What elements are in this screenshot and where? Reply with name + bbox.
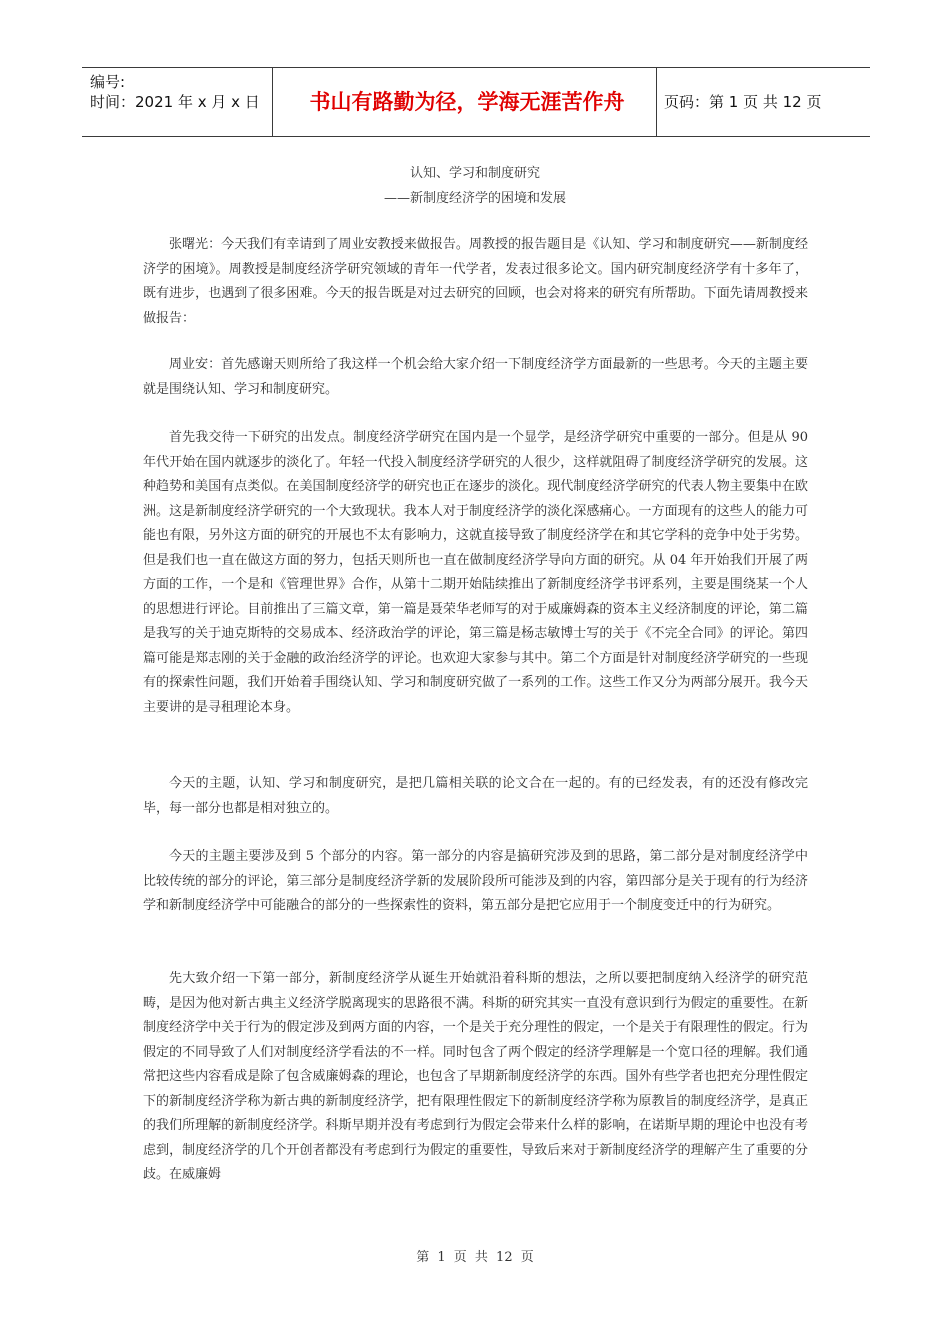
header-divider-right [656,68,657,136]
paragraph-intro: 张曙光：今天我们有幸请到了周业安教授来做报告。周教授的报告题目是《认知、学习和制度研究——新制度经济学的困境》。周教授是制度经济学研究领域的青年一代学者，发表过很多论文。国内研究制度经济学有十多年了，既有进步，也遇到了很多困难。今天的报告既是对过去研究的回顾，也会对将来的研究有所帮助。下面先请周教授来做报告： [143,237,808,326]
page-header [82,67,870,137]
header-page-info: 页码：第 1 页 共 12 页 [664,93,822,111]
paragraph-part-one: 先大致介绍一下第一部分，新制度经济学从诞生开始就沿着科斯的想法，之所以要把制度纳入经济学的研究范畴，是因为他对新古典主义经济学脱离现实的思路很不满。科斯的研究其实一直没有意识到行为假定的重要性。在新制度经济学中关于行为的假定涉及到两方面的内容，一个是关于充分理性的假定，一个是关于有限理性的假定。行为假定的不同导致了人们对制度经济学看法的不一样。同时包含了两个假定的经济学理解是一个宽口径的理解。我们通常把这些内容看成是除了包含威廉姆森的理论，也包含了早期新制度经济学的东西。国外有些学者也把充分理性假定下的新制度经济学称为新古典的新制度经济学，把有限理性假定下的新制度经济学称为原教旨的制度经济学，是真正的我们所理解的新制度经济学。科斯早期并没有考虑到行为假定会带来什么样的影响，在诺斯早期的理论中也没有考虑到，制度经济学的几个开创者都没有考虑到行为假定的重要性，导致后来对于新制度经济学的理解产生了重要的分歧。在威廉姆 [143,971,808,1182]
page-footer: 第 1 页 共 12 页 [416,1250,534,1265]
paragraph-topic: 今天的主题，认知、学习和制度研究，是把几篇相关联的论文合在一起的。有的已经发表，有的还没有修改完毕，每一部分也都是相对独立的。 [143,776,808,816]
header-divider-left [272,68,273,136]
paragraph-five-parts: 今天的主题主要涉及到 5 个部分的内容。第一部分的内容是搞研究涉及到的思路，第二部分是对制度经济学中比较传统的部分的评论，第三部分是制度经济学新的发展阶段所可能涉及到的内容，第四部分是关于现有的行为经济学和新制度经济学中可能融合的部分的一些探索性的资料，第五部分是把它应用于一个制度变迁中的行为研究。 [143,849,808,913]
header-motto: 书山有路勤为径，学海无涯苦作舟 [309,90,625,114]
paragraph-opening: 周业安：首先感谢天则所给了我这样一个机会给大家介绍一下制度经济学方面最新的一些思考。今天的主题主要就是围绕认知、学习和制度研究。 [143,357,808,397]
header-meta [90,72,260,112]
document-subtitle: ——新制度经济学的困境和发展 [383,191,566,206]
paragraph-starting-point: 首先我交待一下研究的出发点。制度经济学研究在国内是一个显学，是经济学研究中重要的一部分。但是从 90 年代开始在国内就逐步的淡化了。年轻一代投入制度经济学研究的人很少，这样就阻碍了制度经济学研究的发展。这种趋势和美国有点类似。在美国制度经济学的研究也正在逐步的淡化。现代制度经济学研究的代表人物主要集中在欧洲。这是新制度经济学研究的一个大致现状。我本人对于制度经济学的淡化深感痛心。一方面现有的这些人的能力可能也有限，另外这方面的研究的开展也不太有影响力，这就直接导致了制度经济学在和其它学科的竞争中处于劣势。但是我们也一直在做这方面的努力，包括天则所也一直在做制度经济学导向方面的研究。从 04 年开始我们开展了两方面的工作，一个是和《管理世界》合作，从第十二期开始陆续推出了新制度经济学书评系列，主要是围绕某一个人的思想进行评论。目前推出了三篇文章，第一篇是聂荣华老师写的对于威廉姆森的资本主义经济制度的评论，第二篇是我写的关于迪克斯特的交易成本、经济政治学的评论，第三篇是杨志敏博士写的关于《不完全合同》的评论。第四篇可能是郑志刚的关于金融的政治经济学的评论。也欢迎大家参与其中。第二个方面是针对制度经济学研究的一些现有的探索性问题，我们开始着手围绕认知、学习和制度研究做了一系列的工作。这些工作又分为两部分展开。我今天主要讲的是寻租理论本身。 [143,430,808,715]
document-time-label: 时间：2021 年 x 月 x 日 [90,93,260,111]
document-number-label: 编号: [90,73,126,91]
document-title: 认知、学习和制度研究 [409,166,540,181]
